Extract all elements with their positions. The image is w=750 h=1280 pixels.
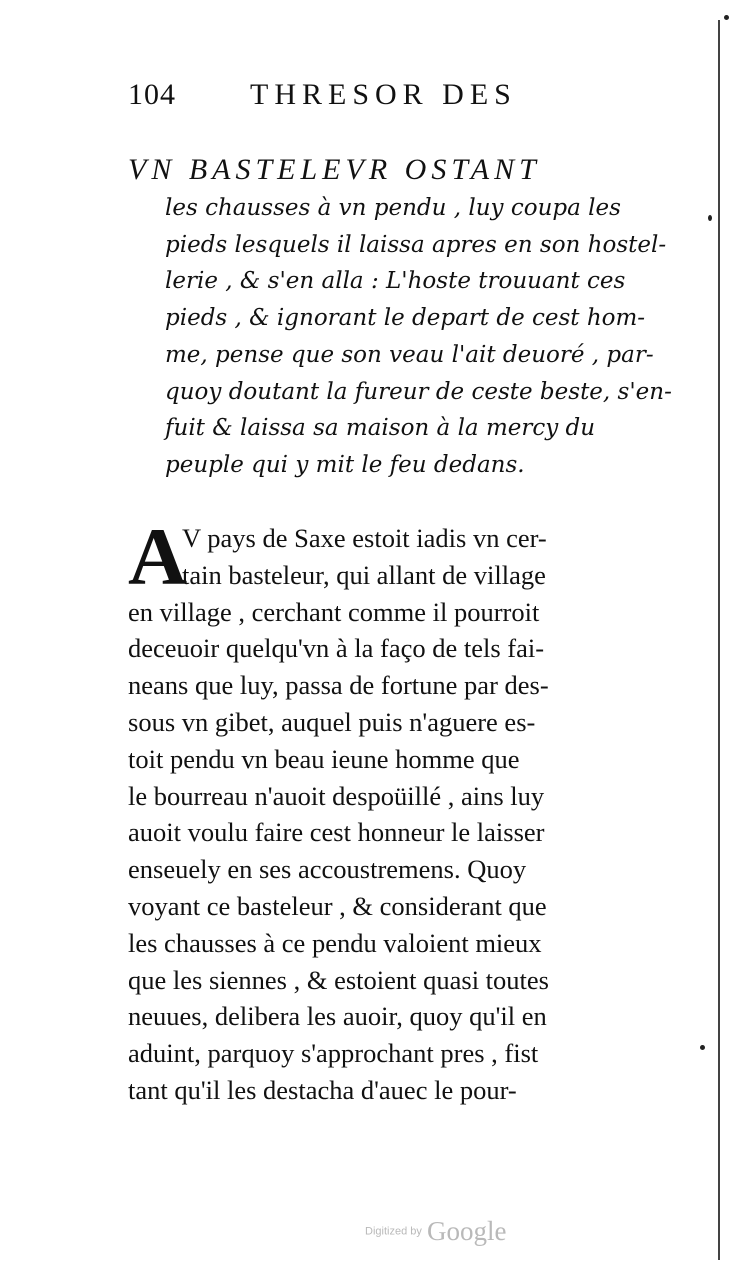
body-line: deceuoir quelqu'vn à la faço de tels fai-: [128, 633, 545, 664]
edge-speck: [708, 215, 712, 221]
running-head: [128, 78, 608, 118]
body-line: enseuely en ses accoustremens. Quoy: [128, 854, 527, 885]
summary-line: fuit & laissa sa maison à la mercy du: [165, 415, 596, 442]
body-line: tant qu'il les destacha d'auec le pour-: [128, 1074, 517, 1105]
body-line: neuues, delibera les auoir, quoy qu'il en: [128, 1001, 547, 1032]
body-line: tain basteleur, qui allant de village: [182, 559, 546, 590]
body-line: neans que luy, passa de fortune par des-: [128, 670, 549, 701]
page-edge-line: [718, 20, 720, 1260]
summary-line: les chausses à vn pendu , luy coupa les: [165, 195, 621, 221]
digitized-watermark: [365, 1216, 506, 1246]
running-title: THRESOR DES: [250, 78, 517, 111]
body-line: les chausses à ce pendu valoient mieux: [128, 927, 542, 958]
google-wordmark: Google: [426, 1216, 507, 1246]
summary-heading: VN BASTELEVR OSTANT: [128, 153, 541, 186]
body-line: auoit voulu faire cest honneur le laisser: [128, 817, 545, 848]
edge-speck: [724, 15, 729, 20]
summary-line: pieds lesquels il laissa apres en son hostel-: [165, 231, 667, 258]
summary-line: pieds , & ignorant le depart de cest hom-: [165, 305, 646, 332]
digitized-prefix: Digitized by: [365, 1225, 422, 1238]
body-line: voyant ce basteleur , & considerant que: [128, 890, 547, 921]
summary-line: quoy doutant la fureur de ceste beste, s'en-: [165, 378, 672, 405]
drop-cap: A: [128, 511, 188, 602]
body-line: que les siennes , & estoient quasi toutes: [128, 964, 549, 995]
body-line: toit pendu vn beau ieune homme que: [128, 743, 520, 774]
page-number: 104: [128, 78, 176, 111]
summary-line: me, pense que son veau l'ait deuoré , par-: [165, 341, 654, 368]
body-line: en village , cerchant comme il pourroit: [128, 596, 540, 627]
summary-line: peuple qui y mit le feu dedans.: [165, 451, 525, 478]
body-line: sous vn gibet, auquel puis n'aguere es-: [128, 706, 536, 737]
summary-line: lerie , & s'en alla : L'hoste trouuant ces: [165, 268, 626, 295]
chapter-summary: [128, 150, 672, 484]
body-text: [128, 511, 658, 1109]
body-line: V pays de Saxe estoit iadis vn cer-: [182, 523, 547, 553]
body-line: aduint, parquoy s'approchant pres , fist: [128, 1038, 539, 1069]
edge-speck: [700, 1045, 705, 1050]
body-line: le bourreau n'auoit despoüillé , ains luy: [128, 780, 545, 811]
